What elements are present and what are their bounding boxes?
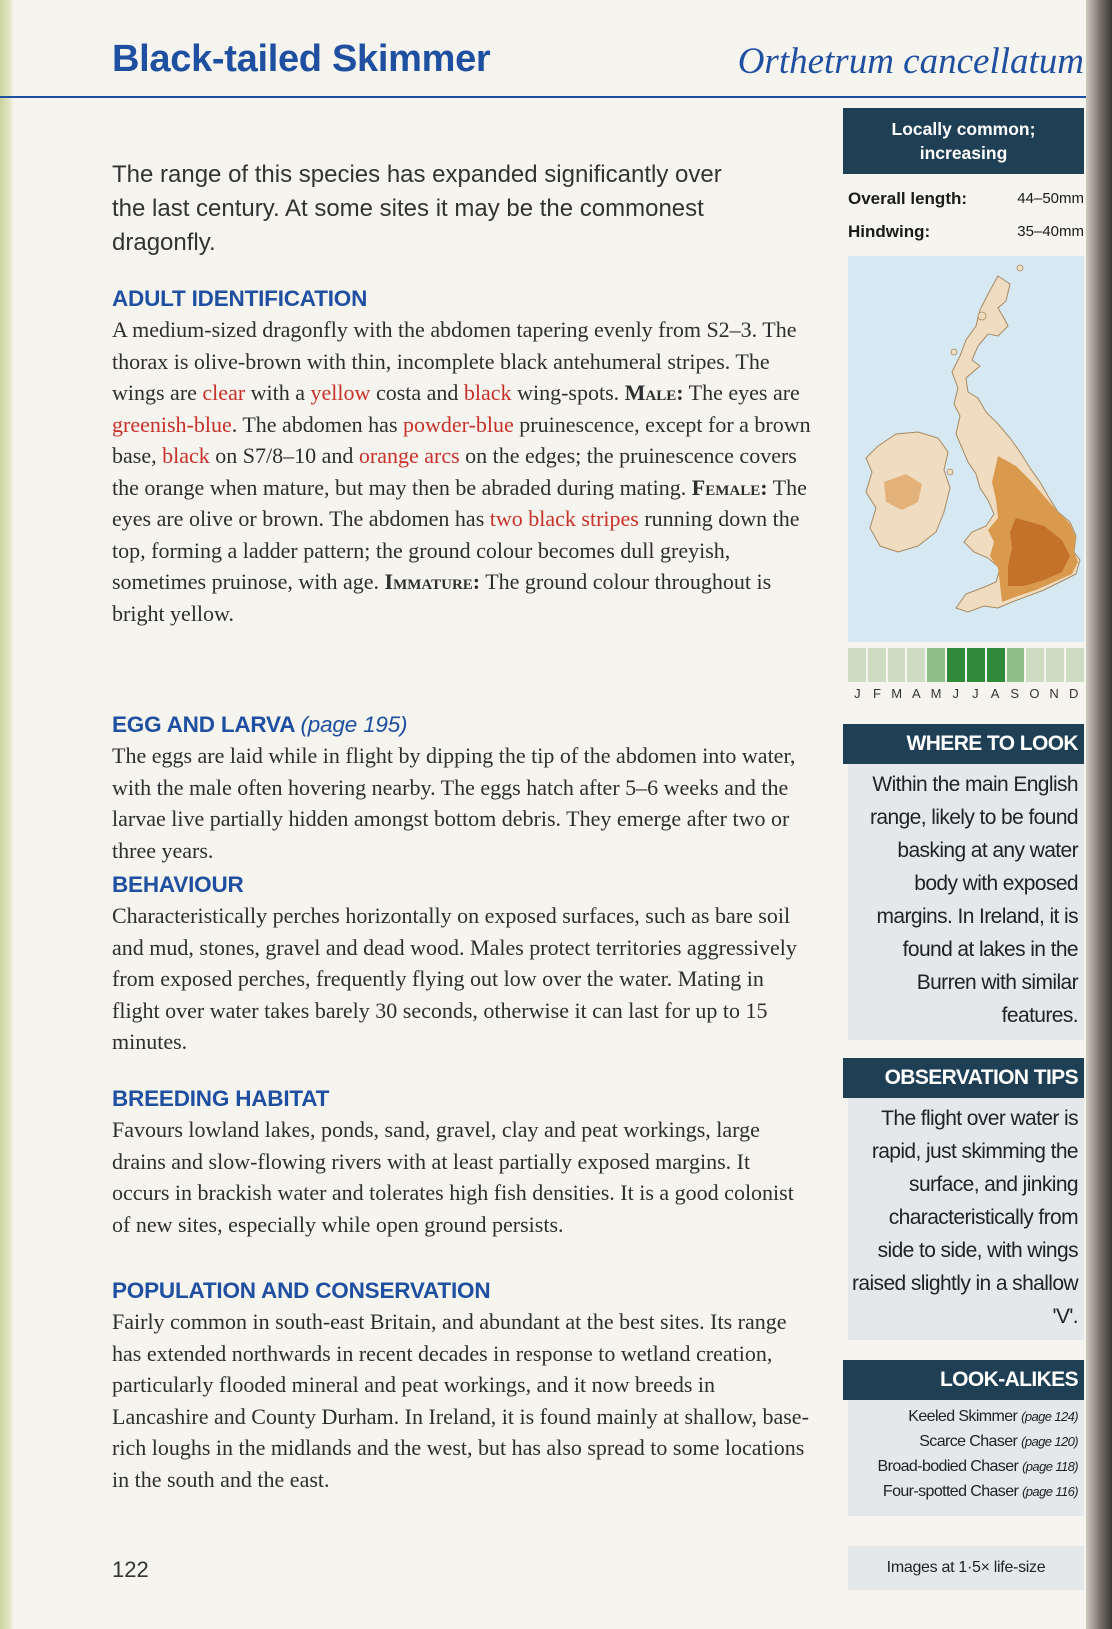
month-bar xyxy=(868,648,886,682)
life-size-note: Images at 1·5× life-size xyxy=(848,1546,1084,1590)
month-letter: A xyxy=(990,686,1001,701)
section-breeding-habitat xyxy=(112,1086,812,1240)
immature-label: Immature: xyxy=(384,569,481,594)
month-letter: A xyxy=(912,686,922,701)
look-alike-page: (page 118) xyxy=(1022,1459,1078,1474)
hindwing-row: Hindwing: 35–40mm xyxy=(848,222,1084,241)
month-bars xyxy=(848,648,1084,682)
male-label: Male: xyxy=(624,380,684,405)
month-bar xyxy=(1007,648,1025,682)
section-text: The eggs are laid while in flight by dipping the tip of the abdomen into water, with the male often hovering nearby. The eggs hatch after 5–6 weeks and the larvae live partially hidden amongst bottom debris. They emerge after two or three years. xyxy=(112,743,796,863)
look-alike-item xyxy=(852,1479,1078,1504)
page-number: 122 xyxy=(112,1557,149,1582)
month-bar xyxy=(947,648,965,682)
month-letters xyxy=(848,686,1084,701)
where-to-look-text: Within the main English range, likely to be found basking at any water body with exposed margins. In Ireland, it is found at lakes in the Burren with similar features. xyxy=(848,764,1084,1040)
page-edge xyxy=(1086,0,1112,1629)
distribution-map xyxy=(848,256,1084,642)
latin-name: Orthetrum cancellatum xyxy=(737,41,1084,82)
month-letter: M xyxy=(891,686,904,701)
look-alike-page: (page 124) xyxy=(1021,1409,1078,1424)
month-letter: J xyxy=(972,686,980,701)
section-text: A medium-sized dragonfly with the abdomen tapering evenly from S2–3. The thorax is olive-brown with thin, incomplete black antehumeral stripes. The wings are clear with a yellow costa and black wing-spots. Male: The eyes are greenish-blue. The abdomen has powder-blue pruinescence, except for a brown base, black on S7/8–10 and orange arcs on the edges; the pruinescence covers the orange when mature, but may then be abraded during mating. Female: The eyes are olive or brown. The abdomen has two black stripes running down the top, forming a ladder pattern; the ground colour becomes dull greyish, sometimes pruinose, with age. Immature: The ground colour throughout is bright yellow. xyxy=(112,317,811,626)
section-population-conservation xyxy=(112,1278,812,1495)
section-text: Favours lowland lakes, ponds, sand, gravel, clay and peat workings, large drains and slow-flowing rivers with at least partially exposed margins. It occurs in brackish water and tolerates high fish densities. It is a good colonist of new sites, especially while open ground persists. xyxy=(112,1117,794,1237)
species-title: Black-tailed Skimmer xyxy=(112,38,491,80)
section-behaviour xyxy=(112,872,812,1058)
look-alike-item xyxy=(852,1404,1078,1429)
section-adult-identification xyxy=(112,286,812,629)
status-box: Locally common; increasing xyxy=(843,108,1084,174)
female-label: Female: xyxy=(691,474,768,500)
month-letter: F xyxy=(873,686,882,701)
month-letter: N xyxy=(1049,686,1060,701)
section-heading: ADULT IDENTIFICATION xyxy=(112,286,368,311)
look-alike-name: Broad-bodied Chaser xyxy=(877,1458,1023,1475)
section-text: Fairly common in south-east Britain, and abundant at the best sites. Its range has extended northwards in recent decades in response to wetland creation, particularly flooded mineral and peat workings, and it now breeds in Lancashire and County Durham. In Ireland, it is found mainly at shallow, base-rich loughs in the midlands and the west, but has also spread to some locations in the south and the east. xyxy=(112,1309,809,1492)
look-alike-name: Four-spotted Chaser xyxy=(882,1483,1023,1500)
page-spine xyxy=(0,0,14,1629)
look-alikes-list xyxy=(848,1400,1084,1516)
section-heading: BEHAVIOUR xyxy=(112,872,244,897)
where-to-look-heading: WHERE TO LOOK xyxy=(843,724,1084,764)
section-heading: BREEDING HABITAT xyxy=(112,1086,330,1111)
month-bar xyxy=(907,648,925,682)
look-alike-item xyxy=(852,1429,1078,1454)
month-letter: M xyxy=(930,686,943,701)
observation-tips-text: The flight over water is rapid, just skimming the surface, and jinking characteristically from side to side, with wings raised slightly in a shallow 'V'. xyxy=(848,1098,1084,1340)
month-bar xyxy=(987,648,1005,682)
month-bar xyxy=(848,648,866,682)
observation-tips-heading: OBSERVATION TIPS xyxy=(843,1058,1084,1098)
month-letter: D xyxy=(1069,686,1080,701)
look-alike-item xyxy=(852,1454,1078,1479)
month-bar xyxy=(967,648,985,682)
intro-paragraph: The range of this species has expanded significantly over the last century. At some sites it may be the commonest dragonfly. xyxy=(112,161,722,256)
month-letter: J xyxy=(854,686,862,701)
page-reference: (page 195) xyxy=(300,712,408,737)
month-bar xyxy=(1046,648,1064,682)
month-letter: J xyxy=(952,686,960,701)
section-egg-larva xyxy=(112,712,812,866)
look-alike-name: Keeled Skimmer xyxy=(908,1408,1022,1425)
section-heading: EGG AND LARVA (page 195) xyxy=(112,712,408,737)
month-bar xyxy=(888,648,906,682)
look-alike-page: (page 116) xyxy=(1022,1484,1078,1499)
flight-period-chart xyxy=(848,648,1084,720)
month-bar xyxy=(1026,648,1044,682)
section-heading: POPULATION AND CONSERVATION xyxy=(112,1278,491,1303)
month-bar xyxy=(927,648,945,682)
header-rule xyxy=(0,96,1086,98)
month-letter: O xyxy=(1029,686,1041,701)
month-bar xyxy=(1066,648,1084,682)
section-text: Characteristically perches horizontally on exposed surfaces, such as bare soil and mud, stones, gravel and dead wood. Males protect territories aggressively from exposed perches, frequently flying out low over the water. Mating in flight over water takes barely 30 seconds, otherwise it can last for up to 15 minutes. xyxy=(112,903,797,1054)
overall-length-row: Overall length: 44–50mm xyxy=(848,189,1084,208)
month-letter: S xyxy=(1010,686,1021,701)
look-alike-page: (page 120) xyxy=(1021,1434,1078,1449)
look-alikes-heading: LOOK-ALIKES xyxy=(843,1360,1084,1400)
look-alike-name: Scarce Chaser xyxy=(919,1433,1022,1450)
